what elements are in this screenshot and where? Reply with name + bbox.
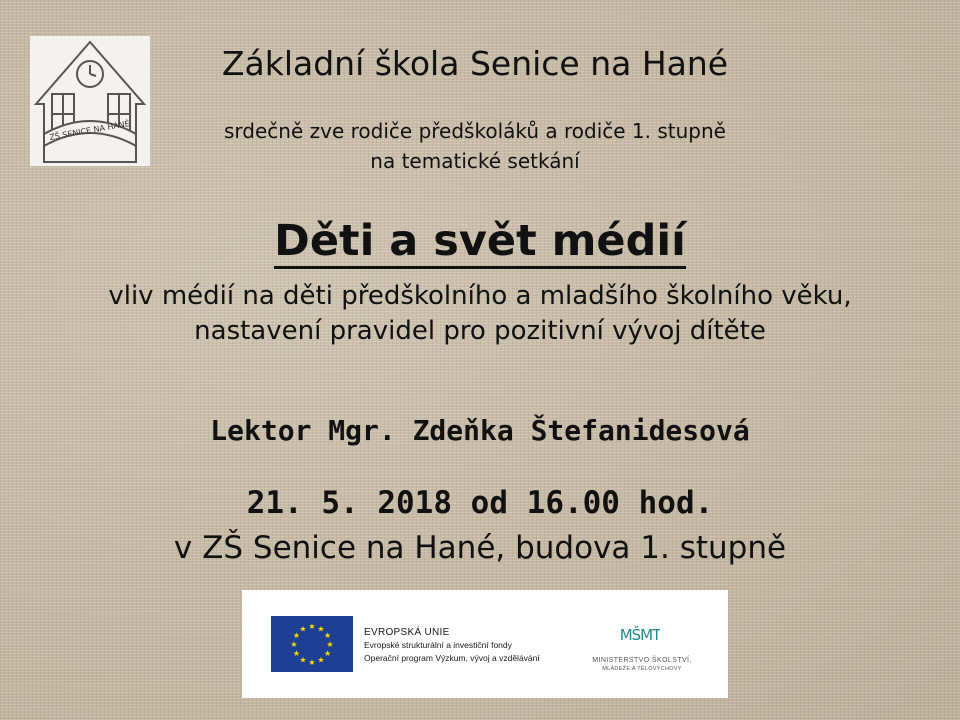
msmt-text-block xyxy=(582,656,702,673)
invitation-line-2: na tematické setkání xyxy=(370,149,580,173)
msmt-logo-text: MŠMT xyxy=(620,626,660,644)
school-house-clock-logo xyxy=(30,36,150,166)
event-date-time: 21. 5. 2018 od 16.00 hod. xyxy=(246,485,714,521)
lector-name: Lektor Mgr. Zdeňka Štefanidesová xyxy=(210,414,750,447)
funding-banner xyxy=(242,590,728,698)
msmt-line-2: MLÁDEŽE A TĚLOVÝCHOVY xyxy=(602,666,682,672)
eu-funds: Evropské strukturální a investiční fondy xyxy=(364,640,512,650)
logo-banner-text: ZŠ SENICE NA HANÉ xyxy=(48,119,131,143)
eu-text-block xyxy=(364,626,540,665)
eu-star-icon: ★ xyxy=(299,624,307,634)
eu-flag-icon xyxy=(271,616,353,672)
school-logo xyxy=(30,36,150,166)
eu-star-icon: ★ xyxy=(324,649,332,658)
eu-star-icon: ★ xyxy=(308,658,316,667)
event-location: v ZŠ Senice na Hané, budova 1. stupně xyxy=(173,530,787,566)
event-title-wrapper xyxy=(0,216,960,266)
eu-star-icon: ★ xyxy=(317,655,325,665)
event-subtitle-line-1: vliv médií na děti předškolního a mladšího školního věku, xyxy=(108,281,852,311)
invitation-line-1: srdečně zve rodiče předškoláků a rodiče 1. stupně xyxy=(224,119,726,143)
eu-star-icon: ★ xyxy=(324,631,332,640)
school-name: Základní škola Senice na Hané xyxy=(221,44,729,83)
msmt-logo-icon xyxy=(620,616,660,650)
eu-name: EVROPSKÁ UNIE xyxy=(364,627,450,638)
msmt-line-1: MINISTERSTVO ŠKOLSTVÍ, xyxy=(592,657,692,664)
eu-star-icon: ★ xyxy=(308,622,316,631)
eu-star-icon: ★ xyxy=(292,649,300,658)
eu-star-icon: ★ xyxy=(326,640,334,649)
eu-programme: Operační program Výzkum, vývoj a vzdělávání xyxy=(364,653,540,663)
eu-star-icon: ★ xyxy=(317,624,325,634)
event-title: Děti a svět médií xyxy=(274,216,686,269)
eu-star-icon: ★ xyxy=(299,655,307,665)
event-subtitle-line-2: nastavení pravidel pro pozitivní vývoj dítěte xyxy=(194,316,766,346)
eu-star-icon: ★ xyxy=(292,631,300,640)
eu-star-icon: ★ xyxy=(290,640,298,649)
